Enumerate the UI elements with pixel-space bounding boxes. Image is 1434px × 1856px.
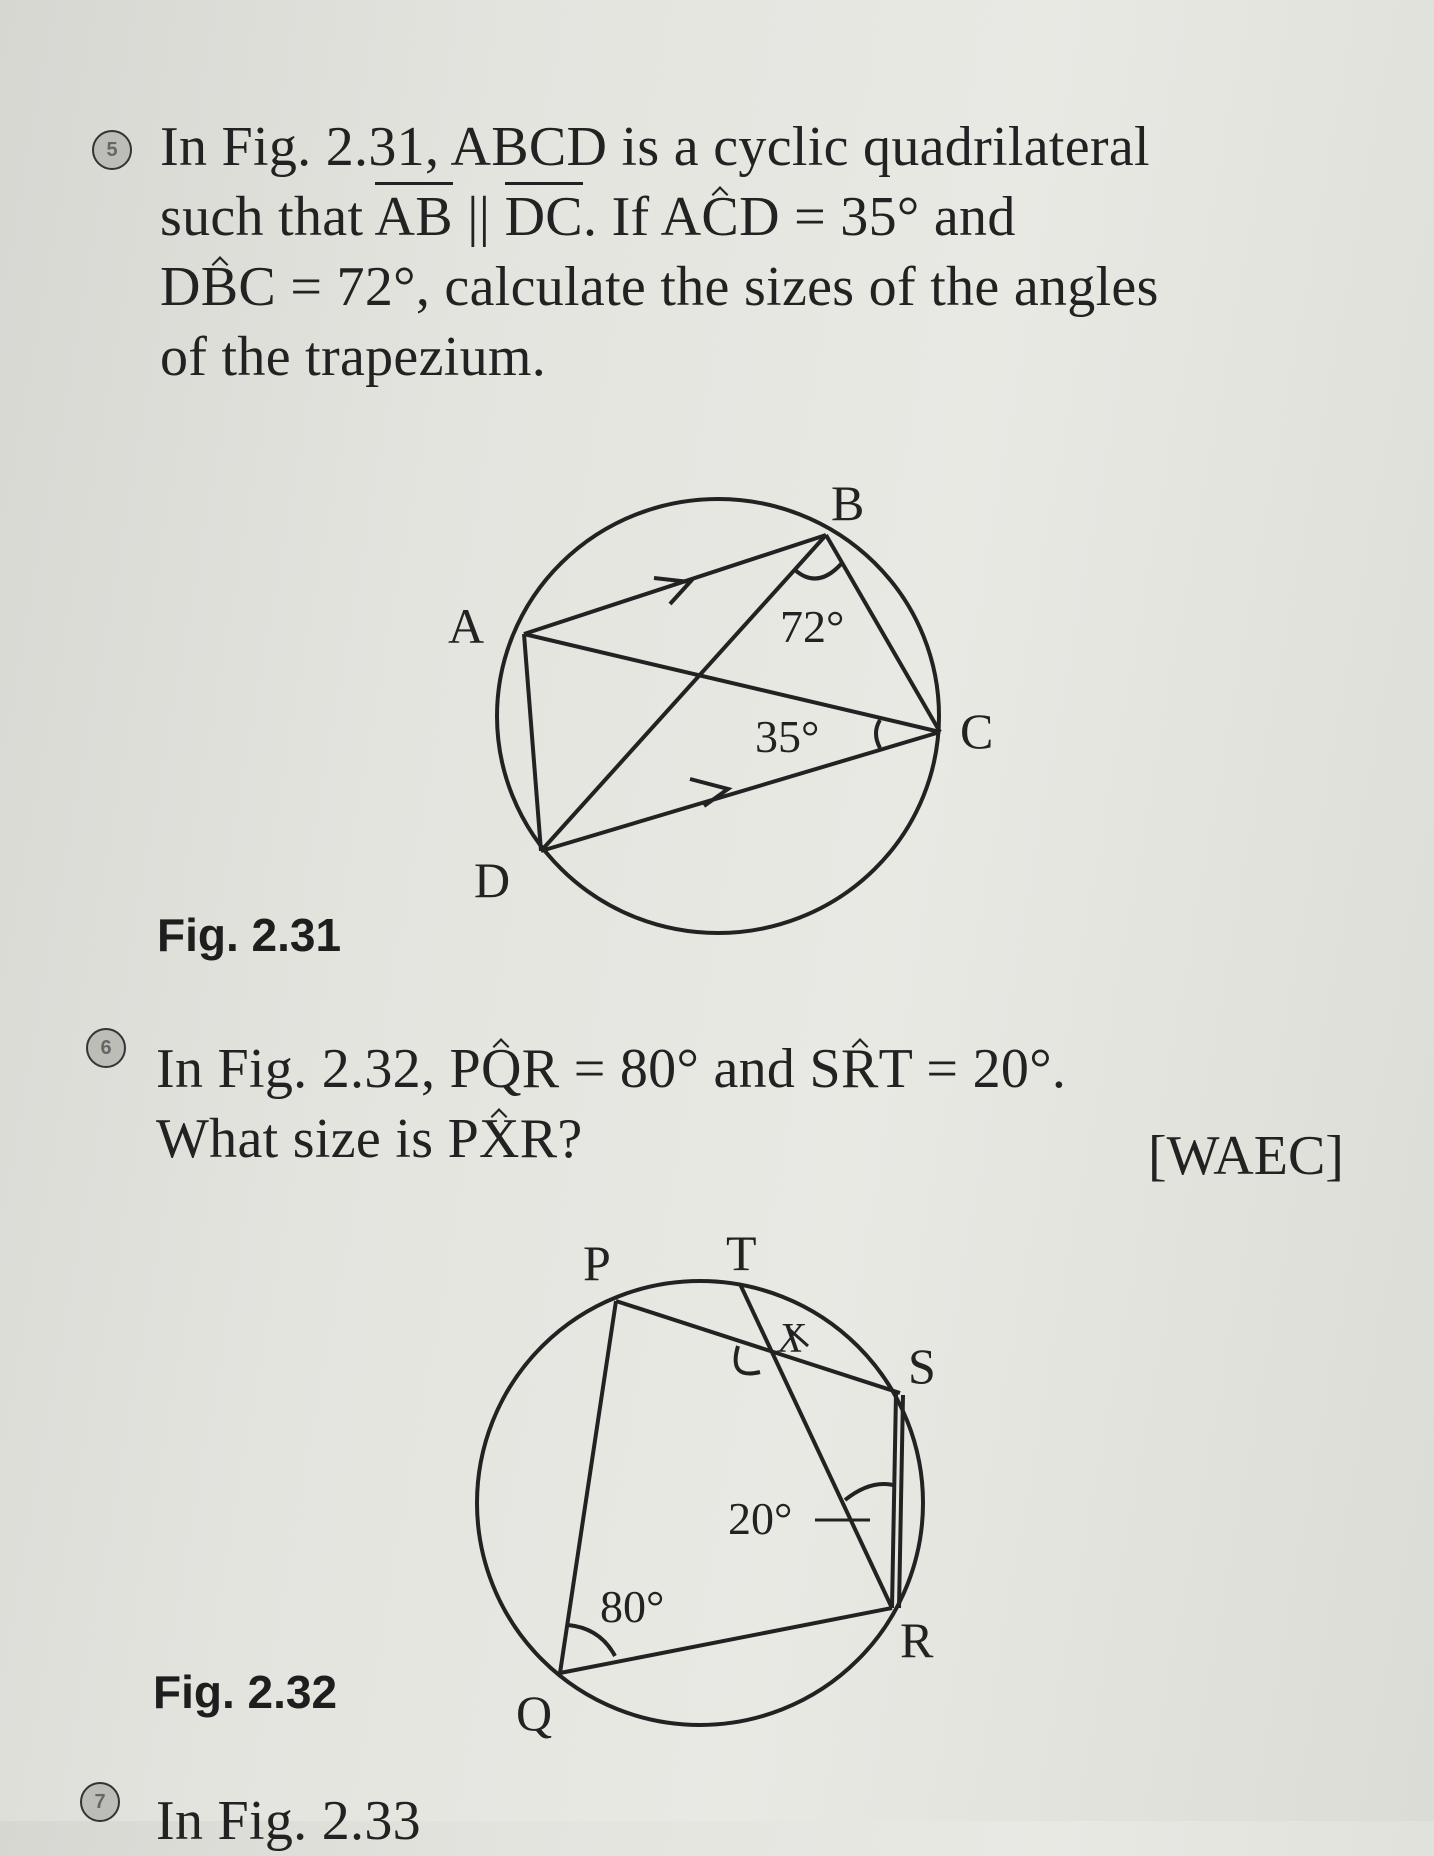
figure-2-32 [477, 1281, 923, 1725]
side-cd [541, 732, 940, 851]
angle-arc-x [736, 1346, 760, 1374]
angle-label-72: 72° [780, 601, 845, 652]
label-x: X [778, 1316, 804, 1362]
angle-vertex-q: Q [481, 1034, 522, 1104]
q5-text: . If A [582, 186, 702, 248]
label-t: T [726, 1225, 757, 1281]
angle-label-80: 80° [600, 1581, 665, 1632]
question-number-badge-5: 5 [92, 130, 132, 170]
q6-text: What size is P [156, 1108, 480, 1170]
angle-vertex-x: X [479, 1104, 520, 1174]
q5-text: D = 35° and [739, 186, 1016, 248]
q5-text: such that [160, 186, 375, 248]
q5-text: D [160, 256, 201, 318]
label-a: A [448, 598, 485, 654]
angle-arc-20 [845, 1484, 893, 1500]
figure-caption-2-31: Fig. 2.31 [157, 909, 342, 961]
angle-vertex-c: C [701, 182, 739, 252]
label-p: P [583, 1235, 611, 1291]
q6-text: In Fig. 2.32, P [156, 1038, 481, 1100]
angle-vertex-r: R [841, 1034, 879, 1104]
segment-ab: AB [375, 182, 453, 248]
angle-vertex-b: B [201, 252, 239, 322]
segment-dc: DC [505, 182, 583, 248]
chord-rs-inner [899, 1395, 903, 1608]
q6-text: T = 20°. [878, 1038, 1067, 1100]
label-s: S [908, 1338, 936, 1394]
label-d: D [474, 852, 511, 908]
diagonal-ac [524, 634, 940, 732]
q6-text: R? [519, 1108, 583, 1170]
q5-line-4: of the trapezium. [160, 326, 547, 388]
q6-text: R = 80° and S [521, 1038, 841, 1100]
q5-line-1: In Fig. 2.31, ABCD is a cyclic quadrilateral [160, 116, 1150, 178]
label-c: C [960, 703, 994, 759]
question-number-badge-7: 7 [80, 1782, 120, 1822]
question-7-partial-text: In Fig. 2.33 [156, 1790, 421, 1852]
parallel-symbol: || [452, 186, 505, 248]
angle-arc-35 [876, 720, 880, 748]
source-tag-waec: [WAEC] [1148, 1125, 1344, 1187]
label-r: R [900, 1612, 934, 1668]
side-da [524, 634, 541, 851]
figure-caption-2-32: Fig. 2.32 [153, 1666, 338, 1718]
label-b: B [831, 475, 865, 531]
angle-label-20: 20° [728, 1493, 793, 1544]
q5-text: C = 72°, calculate the sizes of the angles [238, 256, 1159, 318]
label-q: Q [516, 1685, 553, 1741]
figure-2-32-labels [516, 1225, 936, 1741]
chord-rs [892, 1393, 896, 1608]
chord-tr [740, 1284, 892, 1608]
angle-label-35: 35° [755, 711, 820, 762]
circle-fig-2-32 [477, 1281, 923, 1725]
angle-arc-72 [795, 563, 842, 579]
figure-2-31 [497, 499, 940, 933]
parallel-arrow-dc [690, 779, 728, 806]
question-number-badge-6: 6 [86, 1028, 126, 1068]
